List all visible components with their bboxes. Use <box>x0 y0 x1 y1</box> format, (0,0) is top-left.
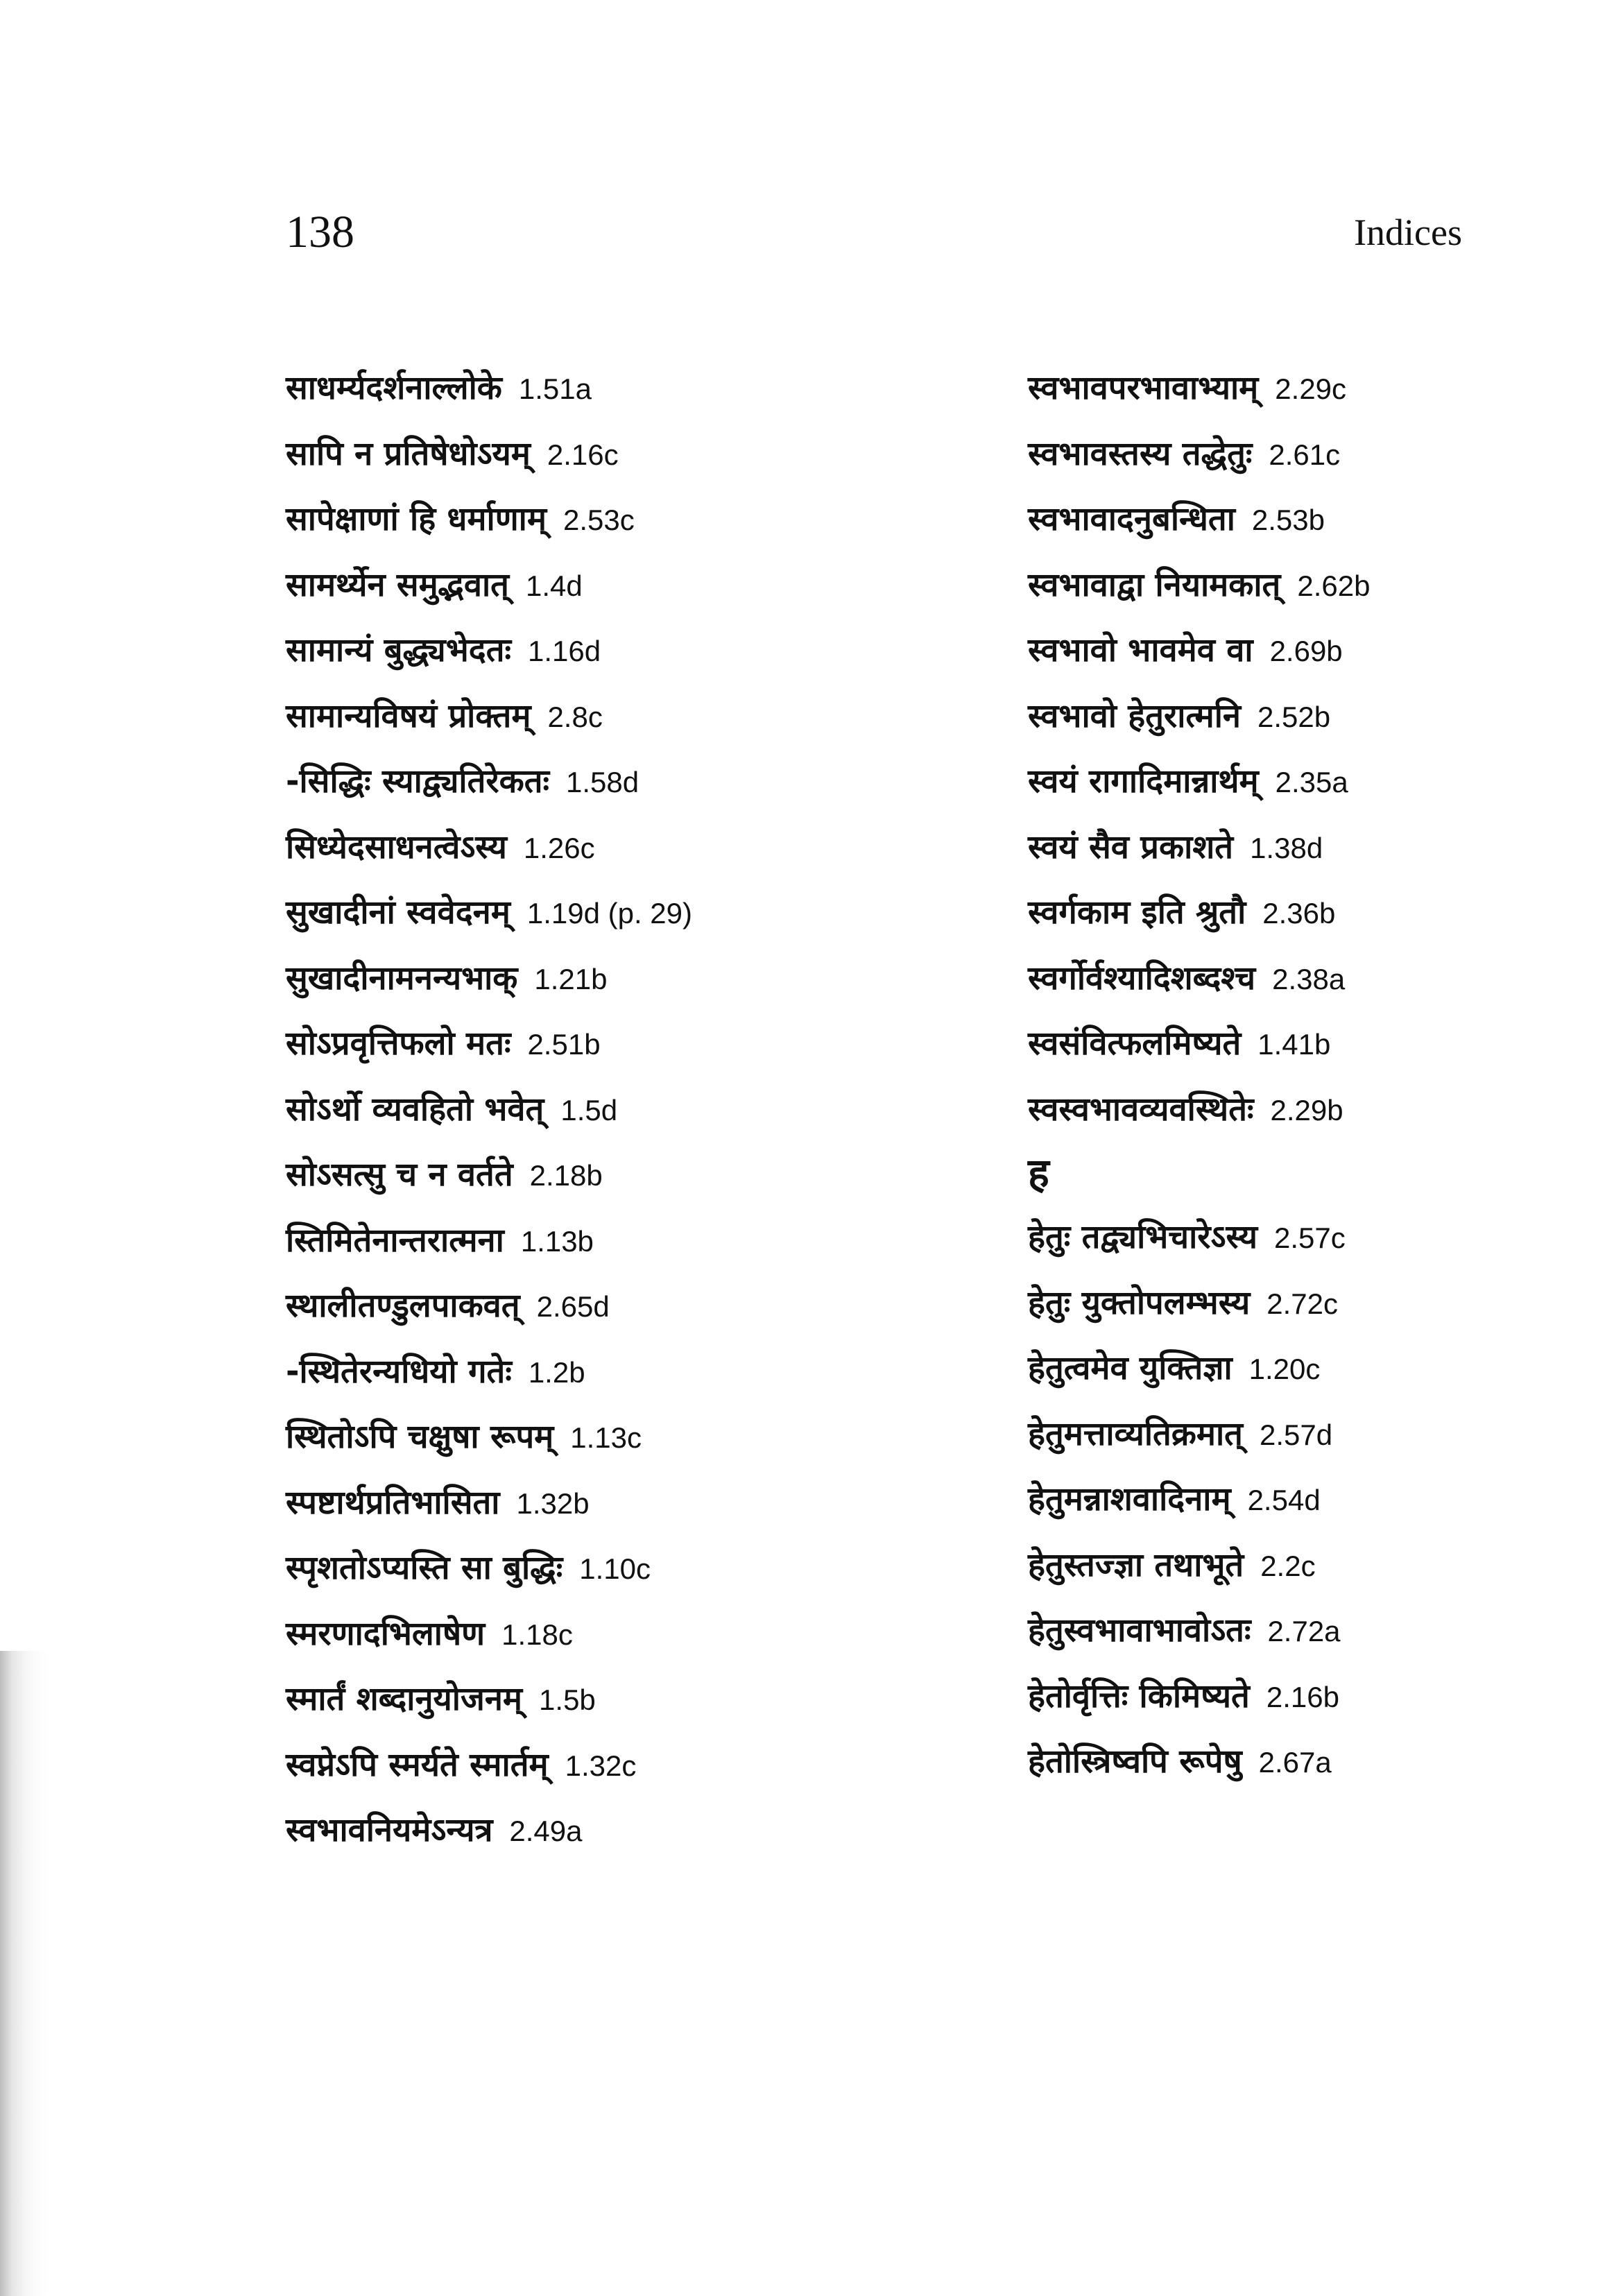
index-entry <box>286 1404 692 1470</box>
entry-reference: 2.53b <box>1251 504 1325 536</box>
index-entry <box>286 1208 692 1274</box>
index-entry <box>286 1011 692 1077</box>
running-head: Indices <box>1354 212 1462 253</box>
entry-reference: 2.69b <box>1269 635 1343 667</box>
entry-reference: 2.67a <box>1258 1746 1332 1779</box>
entry-reference: 1.4d <box>525 569 583 602</box>
entry-reference: 2.49a <box>509 1815 583 1847</box>
entry-reference: 2.57c <box>1274 1222 1346 1254</box>
index-entry <box>1028 552 1370 618</box>
entry-sanskrit: सोऽप्रवृत्तिफलो मतः <box>286 1025 511 1063</box>
entry-sanskrit: स्वस्वभावव्यवस्थितेः <box>1028 1090 1254 1129</box>
index-entry <box>286 1273 692 1339</box>
entry-reference: 1.41b <box>1257 1028 1331 1061</box>
entry-sanskrit: सुखादीनां स्ववेदनम् <box>286 893 510 932</box>
entry-reference: 1.16d <box>528 635 601 667</box>
index-entry <box>286 552 692 618</box>
index-entry <box>1028 1729 1370 1794</box>
index-entry <box>1028 1077 1370 1142</box>
entry-reference: 2.51b <box>527 1028 601 1061</box>
entry-sanskrit: सामान्यं बुद्ध्यभेदतः <box>286 631 512 669</box>
entry-sanskrit: सिध्येदसाधनत्वेऽस्य <box>286 828 507 866</box>
entry-sanskrit: सामर्थ्येन समुद्भवात् <box>286 565 509 604</box>
entry-reference: 2.36b <box>1262 897 1336 929</box>
entry-reference: 1.5d <box>560 1093 618 1126</box>
entry-reference: 1.10c <box>579 1552 651 1585</box>
index-entry <box>286 355 692 421</box>
index-entry <box>286 814 692 880</box>
entry-reference: 1.26c <box>523 831 595 864</box>
index-entry <box>1028 1204 1370 1270</box>
index-column-right <box>1028 355 1370 1794</box>
entry-reference: 2.61c <box>1269 438 1341 471</box>
entry-reference: 2.2c <box>1260 1549 1316 1582</box>
entry-reference: 1.13c <box>570 1421 642 1454</box>
index-entry <box>1028 748 1370 814</box>
entry-sanskrit: स्थालीतण्डुलपाकवत् <box>286 1287 520 1325</box>
entry-reference: 2.53c <box>563 504 635 536</box>
entry-reference: 1.58d <box>566 766 639 798</box>
entry-sanskrit: हेतुस्वभावाभावोऽतः <box>1028 1611 1251 1650</box>
entry-sanskrit: स्पष्टार्थप्रतिभासिता <box>286 1483 500 1522</box>
index-entry <box>286 421 692 487</box>
entry-reference: 1.19d (p. 29) <box>526 897 693 929</box>
entry-sanskrit: स्वर्गोर्वश्यादिशब्दश्च <box>1028 959 1256 997</box>
entry-sanskrit: हेतुः तद्व्यभिचारेऽस्य <box>1028 1218 1258 1256</box>
index-entry <box>1028 1597 1370 1663</box>
entry-reference: 1.32c <box>565 1749 637 1782</box>
entry-sanskrit: हेतुमन्नाशवादिनाम् <box>1028 1480 1231 1518</box>
index-entry <box>1028 486 1370 552</box>
entry-reference: 2.72c <box>1266 1287 1339 1320</box>
entry-reference: 2.57d <box>1259 1418 1333 1451</box>
index-entry <box>286 1470 692 1536</box>
entry-sanskrit: स्वर्गकाम इति श्रुतौ <box>1028 893 1246 932</box>
entry-sanskrit: स्तिमितेनान्तरात्मना <box>286 1221 504 1260</box>
entry-sanskrit: स्मरणादभिलाषेण <box>286 1614 486 1653</box>
entry-reference: 2.29b <box>1270 1093 1343 1126</box>
index-entry <box>1028 1663 1370 1729</box>
entry-sanskrit: हेतुः युक्तोपलम्भस्य <box>1028 1283 1251 1322</box>
index-entry <box>1028 1011 1370 1077</box>
index-entry <box>286 1142 692 1208</box>
index-entry <box>1028 617 1370 683</box>
entry-sanskrit: सोऽर्थो व्यवहितो भवेत् <box>286 1090 544 1129</box>
index-entry <box>286 1535 692 1601</box>
entry-sanskrit: -सिद्धिः स्याद्व्यतिरेकतः <box>286 762 550 800</box>
index-entry <box>1028 1532 1370 1598</box>
index-entry <box>1028 1270 1370 1336</box>
entry-reference: 2.18b <box>529 1159 603 1192</box>
index-entry <box>1028 945 1370 1011</box>
index-entry <box>286 683 692 749</box>
entry-sanskrit: स्वभावादनुबन्धिता <box>1028 500 1235 538</box>
entry-reference: 2.52b <box>1257 700 1331 733</box>
entry-reference: 1.51a <box>518 372 592 405</box>
index-entry <box>286 880 692 945</box>
index-entry <box>286 617 692 683</box>
entry-reference: 1.2b <box>528 1355 585 1389</box>
entry-reference: 1.13b <box>520 1224 594 1258</box>
index-entry <box>1028 421 1370 487</box>
entry-reference: 1.20c <box>1248 1353 1321 1385</box>
entry-reference: 2.29c <box>1275 372 1347 405</box>
entry-sanskrit: स्वभावो भावमेव वा <box>1028 631 1253 669</box>
index-entry <box>1028 880 1370 945</box>
entry-reference: 2.65d <box>536 1290 610 1323</box>
entry-reference: 2.72a <box>1267 1615 1341 1647</box>
index-entry <box>286 1339 692 1405</box>
page-number: 138 <box>286 207 354 257</box>
entry-sanskrit: स्वभावस्तस्य तद्धेतुः <box>1028 434 1253 473</box>
entry-sanskrit: हेतुत्वमेव युक्तिज्ञा <box>1028 1349 1233 1387</box>
index-entry <box>286 486 692 552</box>
entry-reference: 2.54d <box>1247 1484 1321 1516</box>
index-entry <box>1028 683 1370 749</box>
scan-edge-shadow <box>0 1651 49 2296</box>
index-entry <box>1028 355 1370 421</box>
entry-sanskrit: सापि न प्रतिषेधोऽयम् <box>286 434 531 473</box>
entry-sanskrit: सोऽसत्सु च न वर्तते <box>286 1156 513 1194</box>
entry-sanskrit: स्वभावाद्वा नियामकात् <box>1028 565 1281 604</box>
index-entry <box>286 748 692 814</box>
entry-sanskrit: स्वभावो हेतुरात्मनि <box>1028 696 1242 735</box>
entry-sanskrit: स्वभावपरभावाभ्याम् <box>1028 369 1259 407</box>
entry-reference: 1.38d <box>1250 831 1323 864</box>
entry-sanskrit: साधर्म्यदर्शनाल्लोके <box>286 369 502 407</box>
index-entry <box>1028 814 1370 880</box>
entry-sanskrit: हेतोर्वृत्तिः किमिष्यते <box>1028 1677 1250 1715</box>
entry-reference: 2.16b <box>1266 1680 1339 1713</box>
index-entry <box>286 1601 692 1667</box>
entry-sanskrit: स्थितोऽपि चक्षुषा रूपम् <box>286 1418 554 1456</box>
entry-sanskrit: स्वयं सैव प्रकाशते <box>1028 828 1234 866</box>
entry-sanskrit: हेतोस्त्रिष्वपि रूपेषु <box>1028 1742 1242 1781</box>
entry-reference: 1.18c <box>501 1618 573 1651</box>
entry-sanskrit: हेतुमत्ताव्यतिक्रमात् <box>1028 1414 1243 1453</box>
entry-sanskrit: स्वभावनियमेऽन्यत्र <box>286 1811 493 1849</box>
entry-reference: 2.35a <box>1275 766 1348 798</box>
entry-sanskrit: स्वसंवित्फलमिष्यते <box>1028 1025 1242 1063</box>
index-entry <box>286 1077 692 1142</box>
index-entry <box>1028 1466 1370 1532</box>
index-entry <box>1028 1335 1370 1401</box>
index-entry <box>286 945 692 1011</box>
entry-sanskrit: स्वप्नेऽपि स्मर्यते स्मार्तम् <box>286 1745 549 1784</box>
index-entry <box>286 1797 692 1863</box>
entry-sanskrit: स्पृशतोऽप्यस्ति सा बुद्धिः <box>286 1549 563 1587</box>
entry-reference: 2.62b <box>1297 569 1371 602</box>
entry-sanskrit: स्वयं रागादिमान्नार्थम् <box>1028 762 1259 800</box>
entry-sanskrit: सामान्यविषयं प्रोक्तम् <box>286 696 531 735</box>
entry-reference: 1.21b <box>534 962 608 995</box>
entry-sanskrit: हेतुस्तज्ज्ञा तथाभूते <box>1028 1545 1244 1584</box>
entry-sanskrit: सुखादीनामनन्यभाक् <box>286 959 518 997</box>
entry-sanskrit: सापेक्षाणां हि धर्माणाम् <box>286 500 547 538</box>
entry-reference: 1.32b <box>516 1487 590 1520</box>
index-entry <box>1028 1401 1370 1467</box>
entry-reference: 2.38a <box>1272 962 1346 995</box>
entry-sanskrit: -स्थितेरन्यधियो गतेः <box>286 1352 512 1391</box>
index-column-left <box>286 355 692 1863</box>
index-entry <box>286 1732 692 1798</box>
entry-reference: 2.16c <box>547 438 619 471</box>
entry-sanskrit: स्मार्तं शब्दानुयोजनम् <box>286 1680 523 1718</box>
index-entry <box>286 1666 692 1732</box>
entry-reference: 2.8c <box>547 700 603 733</box>
section-letter: ह <box>1028 1149 1049 1197</box>
entry-reference: 1.5b <box>539 1684 596 1716</box>
